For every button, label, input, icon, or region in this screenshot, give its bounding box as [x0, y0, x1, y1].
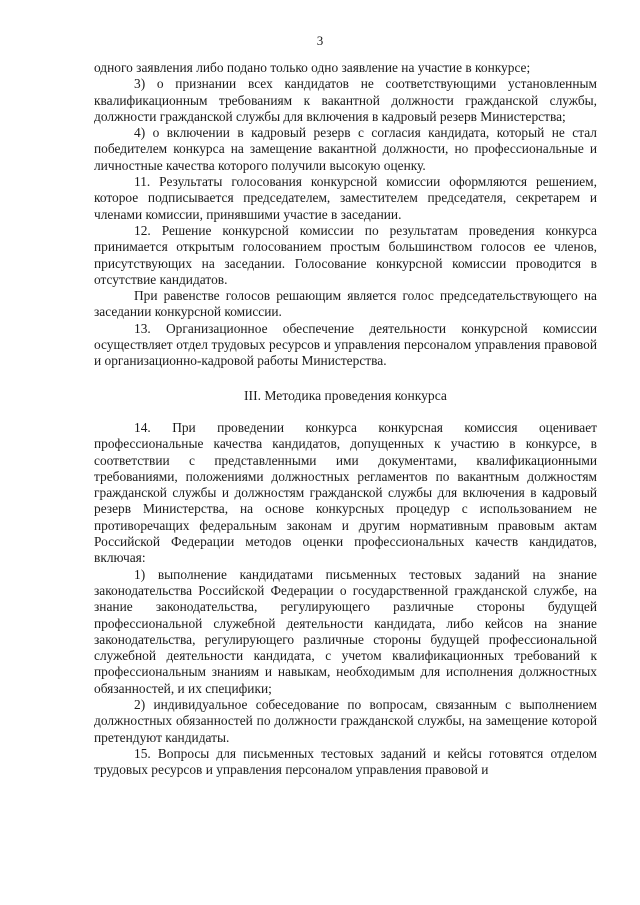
- document-body: [94, 60, 597, 778]
- list-item-4: 4) о включении в кадровый резерв с согласия кандидата, который не стал победителем конкурса на замещение вакантной должности, но профессиональные и личностные качества которого получили высокую оценку.: [94, 125, 597, 173]
- paragraph-13: 13. Организационное обеспечение деятельности конкурсной комиссии осуществляет отдел трудовых ресурсов и управления персоналом управления правовой и организационно-кадровой работы Министерства.: [94, 320, 597, 369]
- section-heading: III. Методика проведения конкурса: [244, 387, 447, 403]
- paragraph-continuation: одного заявления либо подано только одно заявление на участие в конкурсе;: [94, 60, 531, 75]
- page-number: 3: [316, 33, 324, 48]
- paragraph-12: 12. Решение конкурсной комиссии по результатам проведения конкурса принимается открытым голосованием простым большинством голосов ее членов, присутствующих на заседании. Голосование конкурсной комиссии проводится в отсутствие кандидатов.: [94, 222, 597, 287]
- list-item-3: 3) о признании всех кандидатов не соответствующими установленным квалификационным требованиям к вакантной должности гражданской службы, должности гражданской службы для включения в кадровый резерв Министерства;: [94, 76, 597, 124]
- paragraph-tie-vote: При равенстве голосов решающим является голос председательствующего на заседании конкурсной комиссии.: [94, 288, 597, 320]
- list-item-2: 2) индивидуальное собеседование по вопросам, связанным с выполнением должностных обязанностей по должности гражданской службы, на замещение которой претендуют кандидаты.: [94, 696, 597, 745]
- paragraph-11: 11. Результаты голосования конкурсной комиссии оформляются решением, которое подписывается председателем, заместителем председателя, секретарем и членами комиссии, принявшими участие в заседании.: [94, 174, 597, 222]
- paragraph-14: 14. При проведении конкурса конкурсная комиссия оценивает профессиональные качества кандидатов, допущенных к участию в конкурсе, в соответствии с представленными ими документами, квалификационными требованиями, положениями должностных регламентов по вакантным должностям гражданской службы и должностям гражданской службы для включения в кадровый резерв Министерства, на основе конкурсных процедур с использованием не противоречащих федеральным законам и другим нормативным правовым актам Российской Федерации методов оценки профессиональных качеств кандидатов, включая:: [94, 419, 597, 566]
- paragraph-15: 15. Вопросы для письменных тестовых заданий и кейсы готовятся отделом трудовых ресурсов и управления персоналом управления правовой и: [94, 745, 597, 778]
- list-item-1: 1) выполнение кандидатами письменных тестовых заданий на знание законодательства Российской Федерации о государственной гражданской службе, на знание законодательства, регулирующего различные стороны будущей профессиональной служебной деятельности кандидата, либо кейсов на знание законодательства, регулирующего различные стороны будущей профессиональной служебной деятельности кандидата, с учетом квалификационных требований к профессиональным знаниям и навыкам, необходимым для исполнения должностных обязанностей, и их специфики;: [94, 566, 597, 696]
